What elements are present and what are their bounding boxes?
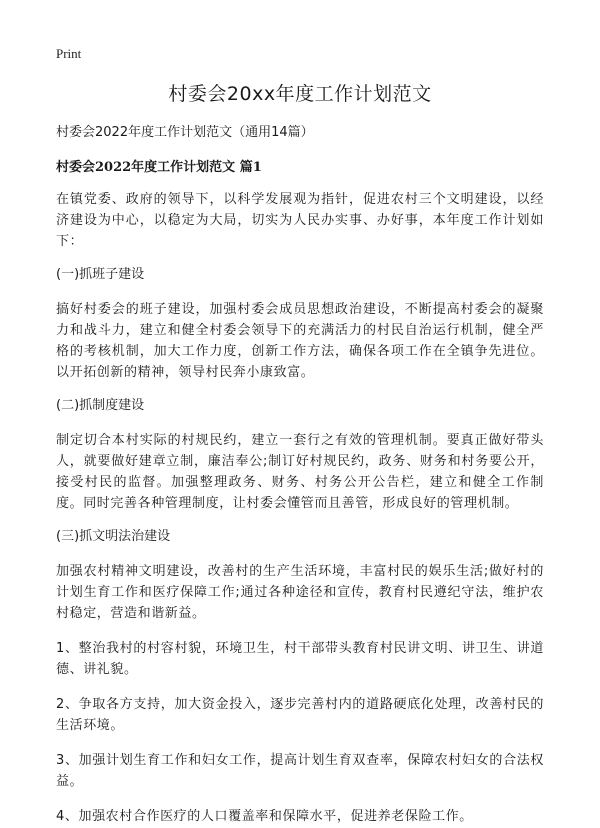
list-item: 2、争取各方支持，加大资金投入，逐步完善村内的道路硬底化处理，改善村民的生活环境。	[56, 697, 544, 733]
print-link[interactable]: Print	[56, 46, 82, 61]
paragraph-system-building: 制定切合本村实际的村规民约，建立一套行之有效的管理机制。要真正做好带头人，就要做好建章立制，廉洁奉公;制订好村规民约，政务、财务和村务要公开，接受村民的监督。加强整理政务、财务、村务公开公告栏，建立和健全工作制度。同时完善各种管理制度，让村委会懂管而且善管，形成良好的管理机制。	[56, 433, 544, 511]
list-item: 4、加强农村合作医疗的人口覆盖率和保障水平，促进养老保险工作。	[56, 809, 473, 824]
subheading-team-building: (一)抓班子建设	[56, 267, 145, 282]
document-subtitle: 村委会2022年度工作计划范文（通用14篇）	[56, 125, 314, 140]
list-item: 3、加强计划生育工作和妇女工作，提高计划生育双查率，保障农村妇女的合法权益。	[56, 753, 544, 789]
subheading-civilization-building: (三)抓文明法治建设	[56, 529, 171, 544]
list-item: 1、整治我村的村容村貌，环境卫生，村干部带头教育村民讲文明、讲卫生、讲道德、讲礼貌。	[56, 641, 544, 677]
intro-paragraph: 在镇党委、政府的领导下，以科学发展观为指针，促进农村三个文明建设，以经济建设为中心，以稳定为大局，切实为人民办实事、办好事，本年度工作计划如下：	[56, 192, 544, 249]
section-heading: 村委会2022年度工作计划范文 篇1	[56, 160, 262, 175]
paragraph-civilization-building: 加强农村精神文明建设，改善村的生产生活环境，丰富村民的娱乐生活;做好村的计划生育工作和医疗保障工作;通过各种途径和宣传，教育村民遵纪守法，维护农村稳定，营造和谐新益。	[56, 564, 544, 621]
paragraph-team-building: 搞好村委会的班子建设，加强村委会成员思想政治建设，不断提高村委会的凝聚力和战斗力，建立和健全村委会领导下的充满活力的村民自治运行机制，健全严格的考核机制，加大工作力度，创新工作方法，确保各项工作在全镇争先进位。以开拓创新的精神，领导村民奔小康致富。	[56, 302, 544, 380]
subheading-system-building: (二)抓制度建设	[56, 398, 145, 413]
document-title: 村委会20xx年度工作计划范文	[168, 83, 432, 105]
